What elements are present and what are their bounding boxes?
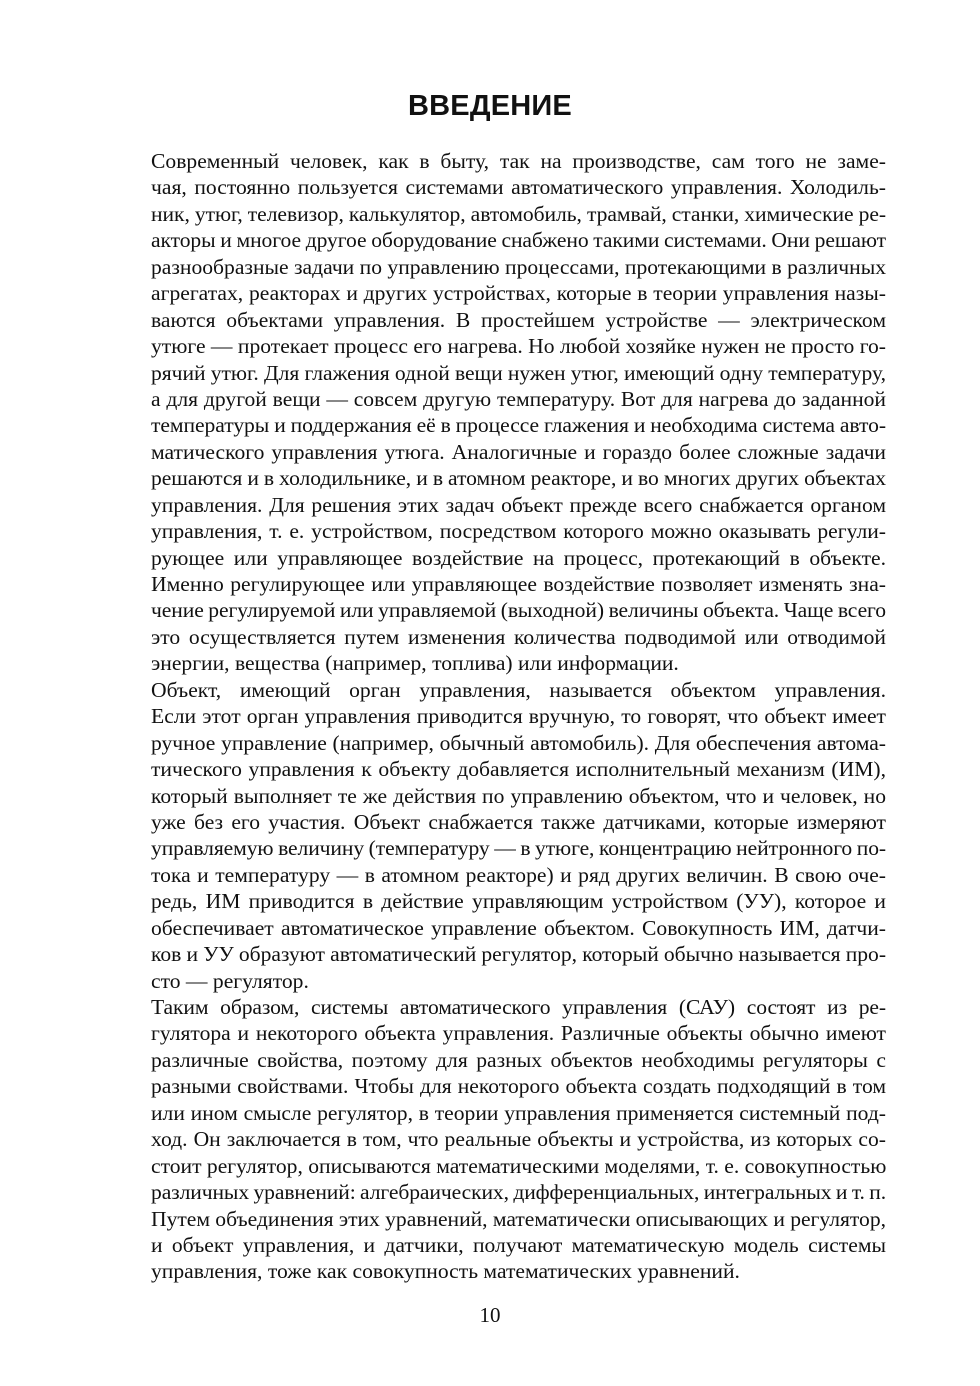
text-line: различных уравнений: алгебраических, дифференциальных, интегральных и т. п. [151, 1180, 886, 1205]
text-line: рячий утюг. Для глажения одной вещи нужен утюг, имеющий одну температуру, [151, 360, 886, 385]
text-line: и объект управления, и датчики, получают математическую модель системы [151, 1232, 886, 1257]
text-line: Таким образом, системы автоматического управления (САУ) состоят из ре- [151, 995, 886, 1019]
paragraph [93, 994, 886, 1285]
text-line: тического управления к объекту добавляется исполнительный механизм (ИМ), [151, 757, 886, 782]
text-line: температуры и поддержания её в процессе глажения и необходима система авто- [151, 413, 886, 438]
paragraph [93, 148, 886, 677]
text-line: управления. Для решения этих задач объект прежде всего снабжается органом [151, 492, 886, 517]
text-line: который выполняет те же действия по управлению объектом, что и человек, но [151, 783, 886, 808]
text-line: матического управления утюга. Аналогичные и гораздо более сложные задачи [151, 439, 886, 464]
text-line: ручное управление (например, обычный автомобиль). Для обеспечения автома- [151, 730, 886, 755]
text-line: решаются и в холодильнике, и в атомном реакторе, и во многих других объектах [151, 466, 886, 491]
paragraph [93, 677, 886, 994]
text-line: чая, постоянно пользуется системами автоматического управления. Холодиль- [151, 175, 886, 200]
page-title: ВВЕДЕНИЕ [408, 90, 572, 122]
text-line: Если этот орган управления приводится вручную, то говорят, что объект имеет [151, 704, 886, 729]
text-line: управляемую величину (температуру — в утюге, концентрацию нейтронного по- [151, 836, 886, 861]
text-line: сто — регулятор. [151, 968, 309, 993]
text-line: управления, тоже как совокупность математических уравнений. [151, 1259, 740, 1284]
text-line: Современный человек, как в быту, так на производстве, сам того не заме- [151, 149, 886, 173]
text-line: ход. Он заключается в том, что реальные объекты и устройства, из которых со- [151, 1127, 886, 1152]
text-line: чение регулируемой или управляемой (выходной) величины объекта. Чаще всего [151, 598, 886, 623]
text-line: разными свойствами. Чтобы для некоторого объекта создать подходящий в том [151, 1074, 886, 1099]
text-line: редь, ИМ приводится в действие управляющим устройством (УУ), которое и [151, 889, 886, 914]
text-line: разнообразные задачи по управлению процессами, протекающими в различных [151, 254, 887, 279]
text-line: или ином смысле регулятор, в теории управления применяется системный под- [151, 1100, 886, 1125]
text-line: уже без его участия. Объект снабжается также датчиками, которые измеряют [151, 809, 886, 834]
text-line: рующее или управляющее воздействие на процесс, протекающий в объекте. [151, 545, 886, 570]
text-line: стоит регулятор, описываются математическими моделями, т. е. совокупностью [151, 1153, 887, 1178]
text-line: управления, т. е. устройством, посредством которого можно оказывать регули- [151, 519, 886, 544]
text-line: это осуществляется путем изменения количества подводимой или отводимой [151, 624, 886, 649]
text-line: Именно регулирующее или управляющее воздействие позволяет изменять зна- [151, 572, 886, 596]
text-line: обеспечивает автоматическое управление объектом. Совокупность ИМ, датчи- [151, 915, 886, 940]
text-line: ваются объектами управления. В простейшем устройстве — электрическом [151, 307, 886, 332]
text-line: акторы и многое другое оборудование снабжено такими системами. Они решают [151, 228, 886, 253]
text-line: ков и УУ образуют автоматический регулятор, который обычно называется про- [151, 942, 886, 967]
text-line: агрегатах, реакторах и других устройствах, которые в теории управления назы- [151, 281, 886, 306]
text-line: а для другой вещи — совсем другую температуру. Вот для нагрева до заданной [151, 386, 886, 411]
text-line: ник, утюг, телевизор, калькулятор, автомобиль, трамвай, станки, химические ре- [151, 201, 886, 226]
text-line: гулятора и некоторого объекта управления. Различные объекты обычно имеют [151, 1021, 886, 1046]
text-line: Путем объединения этих уравнений, математически описывающих и регулятор, [151, 1206, 886, 1231]
page-number: 10 [479, 1303, 501, 1327]
text-line: энергии, вещества (например, топлива) или информации. [151, 651, 679, 676]
body-text [93, 148, 886, 1285]
text-line: различные свойства, поэтому для разных объектов необходимы регуляторы с [151, 1047, 886, 1072]
text-line: Объект, имеющий орган управления, называется объектом управления. [151, 677, 886, 702]
text-line: тока и температуру — в атомном реакторе) и ряд других величин. В свою оче- [151, 862, 886, 887]
text-line: утюге — протекает процесс его нагрева. Но любой хозяйке нужен не просто го- [151, 334, 886, 359]
